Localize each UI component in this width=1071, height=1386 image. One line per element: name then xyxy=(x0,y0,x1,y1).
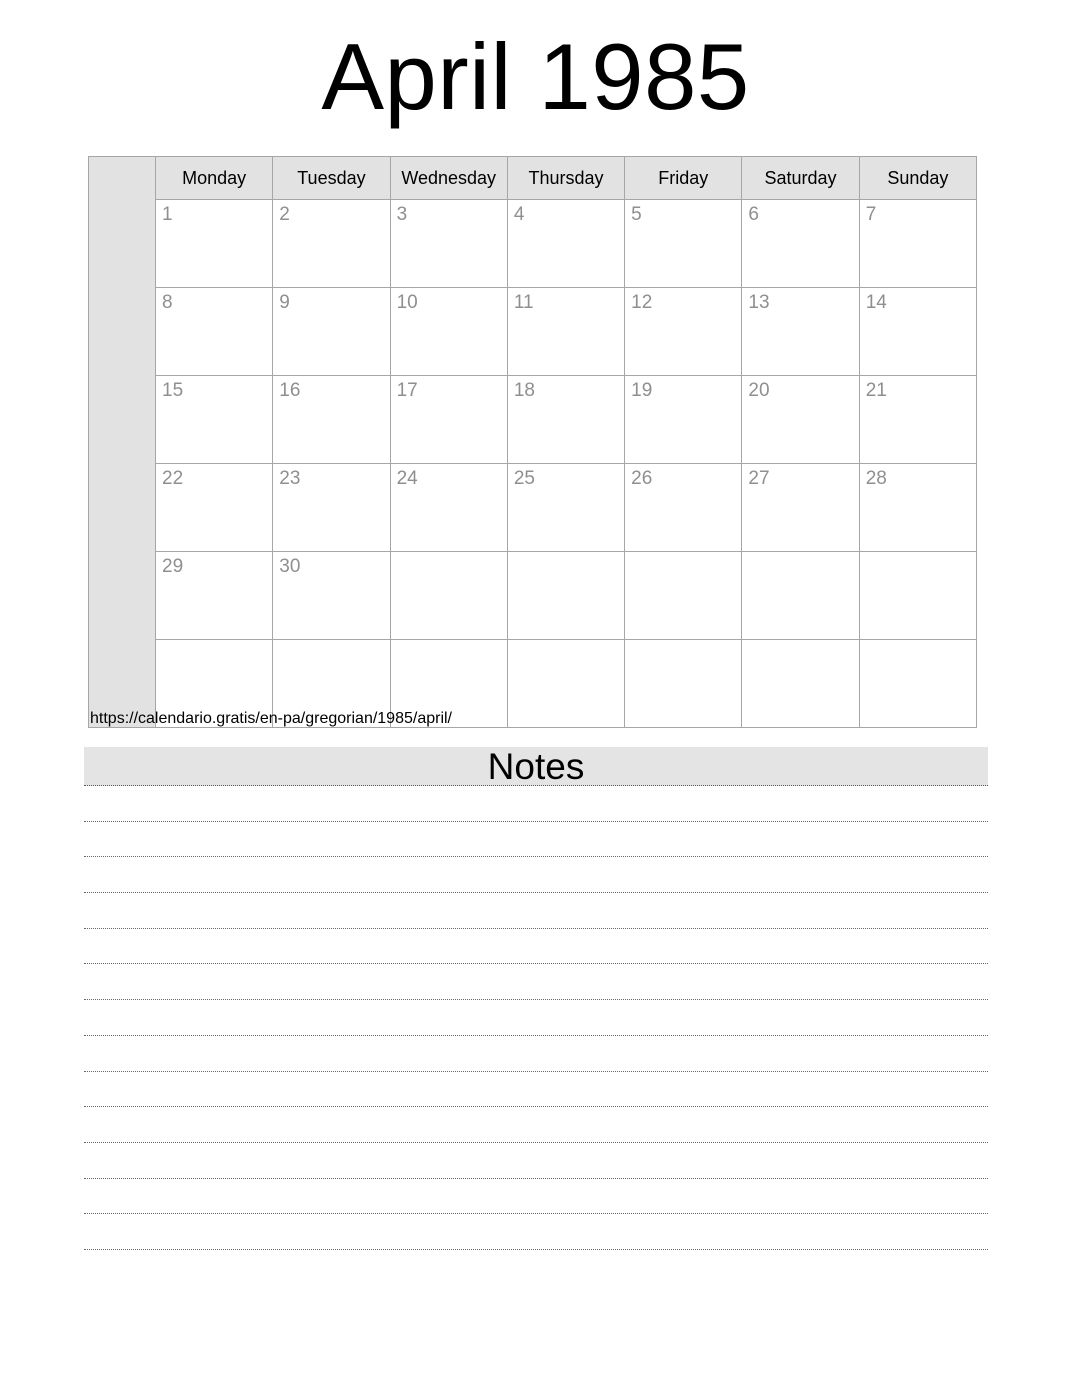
day-cell: 9 xyxy=(273,288,390,376)
day-cell: 23 xyxy=(273,464,390,552)
day-cell: 18 xyxy=(507,376,624,464)
notes-ruled-line xyxy=(84,786,988,822)
weekday-header-thursday: Thursday xyxy=(507,157,624,200)
notes-ruled-line xyxy=(84,857,988,893)
notes-ruled-line xyxy=(84,1214,988,1250)
notes-ruled-line xyxy=(84,893,988,929)
notes-ruled-line xyxy=(84,964,988,1000)
notes-ruled-line xyxy=(84,1107,988,1143)
day-cell: 4 xyxy=(507,200,624,288)
empty-day-cell xyxy=(507,552,624,640)
day-cell: 16 xyxy=(273,376,390,464)
day-cell: 15 xyxy=(156,376,273,464)
day-cell: 7 xyxy=(859,200,976,288)
day-cell: 25 xyxy=(507,464,624,552)
day-cell: 21 xyxy=(859,376,976,464)
empty-day-cell xyxy=(859,640,976,728)
day-cell: 17 xyxy=(390,376,507,464)
weekday-header-monday: Monday xyxy=(156,157,273,200)
calendar-week-row xyxy=(89,288,977,376)
page-title: April 1985 xyxy=(321,24,750,129)
day-cell: 2 xyxy=(273,200,390,288)
calendar-table xyxy=(88,156,977,728)
notes-ruled-line xyxy=(84,1000,988,1036)
day-cell: 5 xyxy=(625,200,742,288)
day-cell: 14 xyxy=(859,288,976,376)
notes-ruled-line xyxy=(84,1036,988,1072)
day-cell: 20 xyxy=(742,376,859,464)
day-cell: 13 xyxy=(742,288,859,376)
day-cell: 28 xyxy=(859,464,976,552)
calendar-week-row xyxy=(89,200,977,288)
day-cell: 24 xyxy=(390,464,507,552)
notes-ruled-line xyxy=(84,929,988,965)
day-cell: 11 xyxy=(507,288,624,376)
notes-ruled-line xyxy=(84,1143,988,1179)
weekday-header-friday: Friday xyxy=(625,157,742,200)
day-cell: 30 xyxy=(273,552,390,640)
source-url: https://calendario.gratis/en-pa/gregorian/1985/april/ xyxy=(90,710,452,727)
empty-day-cell xyxy=(390,552,507,640)
day-cell: 1 xyxy=(156,200,273,288)
notes-ruled-line xyxy=(84,822,988,858)
day-cell: 6 xyxy=(742,200,859,288)
notes-ruled-area xyxy=(84,786,988,1250)
weekday-header-row xyxy=(89,157,977,200)
notes-section xyxy=(84,747,988,1250)
day-cell: 22 xyxy=(156,464,273,552)
empty-day-cell xyxy=(507,640,624,728)
empty-day-cell xyxy=(742,552,859,640)
calendar-week-row xyxy=(89,376,977,464)
calendar-week-row xyxy=(89,464,977,552)
weekday-header-wednesday: Wednesday xyxy=(390,157,507,200)
notes-ruled-line xyxy=(84,1072,988,1108)
notes-title: Notes xyxy=(84,747,988,786)
day-cell: 3 xyxy=(390,200,507,288)
week-spacer-column xyxy=(89,157,156,728)
weekday-header-sunday: Sunday xyxy=(859,157,976,200)
empty-day-cell xyxy=(742,640,859,728)
weekday-header-saturday: Saturday xyxy=(742,157,859,200)
day-cell: 19 xyxy=(625,376,742,464)
day-cell: 26 xyxy=(625,464,742,552)
day-cell: 27 xyxy=(742,464,859,552)
notes-ruled-line xyxy=(84,1179,988,1215)
empty-day-cell xyxy=(859,552,976,640)
day-cell: 12 xyxy=(625,288,742,376)
day-cell: 10 xyxy=(390,288,507,376)
empty-day-cell xyxy=(625,640,742,728)
day-cell: 8 xyxy=(156,288,273,376)
weekday-header-tuesday: Tuesday xyxy=(273,157,390,200)
empty-day-cell xyxy=(625,552,742,640)
calendar-week-row xyxy=(89,552,977,640)
day-cell: 29 xyxy=(156,552,273,640)
